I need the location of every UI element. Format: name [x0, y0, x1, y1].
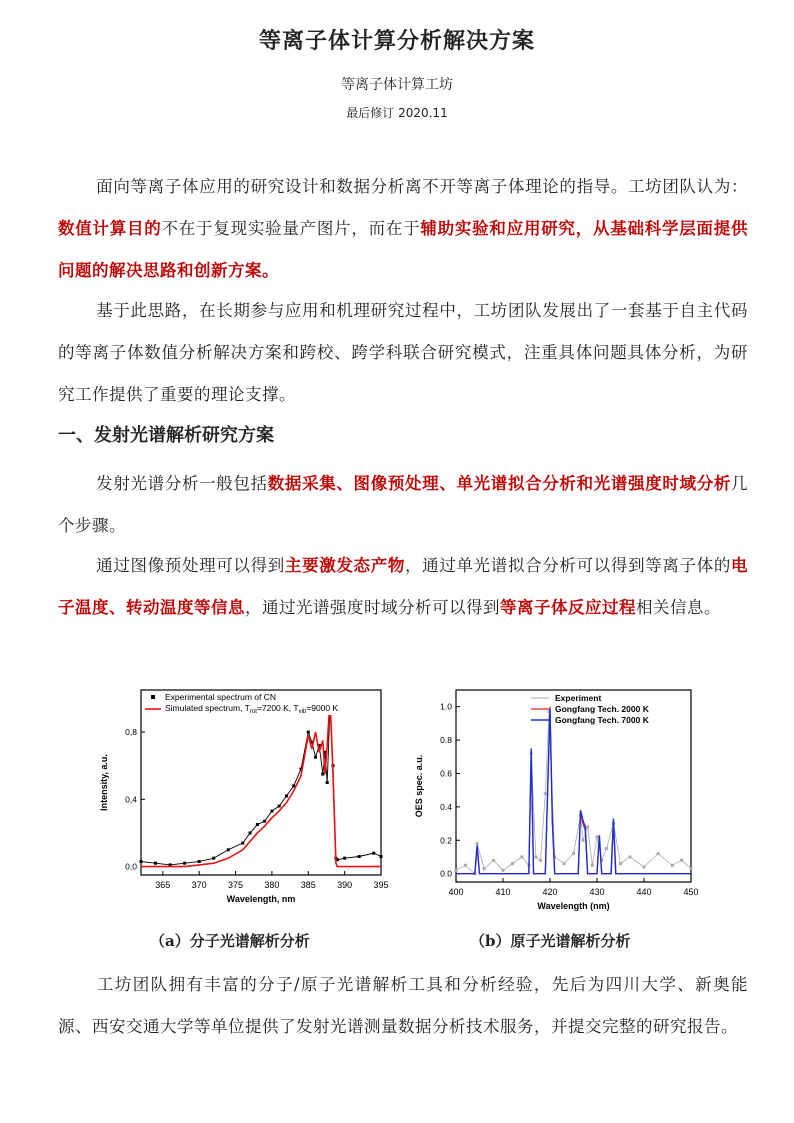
plot-frame — [141, 690, 381, 875]
x-tick-label: 430 — [589, 887, 605, 897]
y-tick-label: 0,0 — [125, 861, 137, 872]
legend-text: Simulated spectrum, T — [165, 703, 250, 713]
x-axis-label: Wavelength, nm — [226, 894, 296, 904]
data-point — [539, 859, 542, 862]
figure-b-caption: （b）原子光谱解析分析 — [470, 932, 631, 950]
data-point — [619, 862, 622, 865]
figure-a-caption: （a）分子光谱解析分析 — [150, 932, 310, 950]
data-point — [544, 792, 547, 795]
text: 相关信息。 — [636, 598, 721, 617]
legend-subscript: rot — [249, 709, 257, 715]
author: 等离子体计算工坊 — [341, 77, 453, 93]
text: 面向等离子体应用的研究设计和数据分析离不开等离子体理论的指导。工坊团队认为： — [96, 177, 748, 196]
chart-atomic-spectrum — [410, 680, 705, 915]
data-point — [270, 810, 273, 813]
data-point — [581, 839, 584, 842]
data-point — [256, 823, 259, 826]
x-tick-label: 385 — [300, 880, 316, 890]
x-tick-label: 395 — [373, 880, 389, 890]
y-tick-label: 0,4 — [125, 794, 137, 805]
data-point — [358, 855, 361, 858]
data-point — [502, 869, 505, 872]
section-heading: 一、发射光谱解析研究方案 — [58, 425, 274, 446]
data-point — [326, 781, 329, 784]
text: ，通过光谱强度时域分析可以得到 — [245, 598, 500, 617]
text: 通过图像预处理可以得到 — [96, 556, 285, 575]
data-point — [183, 862, 186, 865]
data-point — [596, 835, 599, 838]
data-point — [628, 855, 631, 858]
data-point — [241, 842, 244, 845]
x-tick-label: 380 — [264, 880, 280, 890]
y-axis-label: OES spec. a.u. — [414, 754, 424, 818]
y-tick-label: 0,8 — [125, 727, 137, 738]
data-point — [680, 859, 683, 862]
x-tick-label: 390 — [337, 880, 353, 890]
data-point — [140, 860, 143, 863]
data-point — [227, 848, 230, 851]
y-tick-label: 0.8 — [440, 735, 452, 746]
data-point — [263, 820, 266, 823]
page-title: 等离子体计算分析解决方案 — [258, 28, 535, 54]
x-axis-label: Wavelength (nm) — [537, 901, 610, 911]
paragraph-steps — [58, 463, 748, 547]
x-tick-label: 450 — [683, 887, 699, 897]
series-line — [456, 707, 691, 874]
series-line — [456, 708, 691, 873]
data-point — [572, 852, 575, 855]
x-tick-label: 410 — [495, 887, 511, 897]
figure-b — [410, 680, 705, 919]
data-point — [605, 847, 608, 850]
data-point — [492, 859, 495, 862]
data-point — [154, 862, 157, 865]
paragraph-approach — [58, 290, 748, 416]
highlight: 辅助实验和应用研究，从基础科学层面提供问题的解决思路和创新方案。 — [58, 219, 749, 280]
figure-a — [95, 680, 395, 919]
text: 不在于复现实验量产图片，而在于 — [161, 219, 421, 238]
data-point — [534, 855, 537, 858]
series-line — [141, 707, 381, 865]
data-point — [343, 857, 346, 860]
data-point — [278, 805, 281, 808]
series-line — [456, 712, 691, 874]
data-point — [520, 855, 523, 858]
data-point — [380, 855, 383, 858]
y-tick-label: 0.6 — [440, 768, 452, 779]
data-point — [321, 773, 324, 776]
paragraph-results — [58, 545, 748, 629]
data-point — [586, 825, 589, 828]
legend-label: Experiment — [555, 693, 602, 703]
y-axis-label: Intensity, a.u. — [99, 754, 109, 811]
data-point — [657, 852, 660, 855]
data-point — [314, 756, 317, 759]
paragraph-intro — [58, 166, 748, 292]
highlight: 数值计算目的 — [58, 219, 162, 238]
legend-marker — [151, 695, 155, 699]
data-point — [198, 860, 201, 863]
y-tick-label: 0.4 — [440, 801, 452, 812]
legend-label: Gongfang Tech. 7000 K — [555, 715, 649, 725]
highlight: 数据采集、图像预处理、单光谱拟合分析和光谱强度时域分析 — [267, 474, 732, 493]
x-tick-label: 365 — [155, 880, 171, 890]
legend-text: =7200 K, T — [256, 703, 299, 713]
legend-label: Gongfang Tech. 2000 K — [555, 704, 649, 714]
y-tick-label: 0.2 — [440, 835, 452, 846]
legend-label: Experimental spectrum of CN — [165, 692, 277, 702]
revision-date: 最后修订 2020.11 — [346, 106, 448, 120]
x-tick-label: 420 — [542, 887, 558, 897]
legend-subscript: vib — [298, 709, 307, 715]
text: 发射光谱分析一般包括 — [96, 474, 268, 493]
x-tick-label: 440 — [636, 887, 652, 897]
highlight: 主要激发态产物 — [284, 556, 406, 575]
data-point — [285, 794, 288, 797]
chart-molecular-spectrum — [95, 680, 395, 915]
x-tick-label: 400 — [448, 887, 464, 897]
data-point — [372, 852, 375, 855]
data-point — [563, 862, 566, 865]
highlight: 等离子体反应过程 — [500, 598, 636, 617]
data-point — [249, 831, 252, 834]
data-point — [671, 864, 674, 867]
legend-text: =9000 K — [306, 703, 339, 713]
data-point — [464, 864, 467, 867]
data-point — [476, 842, 479, 845]
y-tick-label: 0.0 — [440, 868, 452, 879]
data-point — [511, 862, 514, 865]
data-point — [591, 864, 594, 867]
data-point — [307, 731, 310, 734]
text: ，通过单光谱拟合分析可以得到等离子体的 — [405, 556, 732, 575]
highlight: 电子温度、转动温度等信息 — [58, 556, 749, 617]
y-tick-label: 1.0 — [440, 701, 452, 712]
data-point — [455, 869, 458, 872]
data-point — [690, 867, 693, 870]
data-point — [212, 857, 215, 860]
data-point — [483, 867, 486, 870]
series-line — [141, 698, 381, 866]
paragraph-services — [58, 964, 748, 1048]
text: 基于此思路，在长期参与应用和机理研究过程中，工坊团队发展出了一套基于自主代码的等离子体数值分析解决方案和跨校、跨学科联合研究模式，注重具体问题具体分析，为研究工作提供了重要的理论支撑。 — [58, 301, 748, 404]
text: 工坊团队拥有丰富的分子/原子光谱解析工具和分析经验，先后为四川大学、新奥能源、西安交通大学等单位提供了发射光谱测量数据分析技术服务，并提交完整的研究报告。 — [58, 975, 748, 1036]
text: 几个步骤。 — [58, 474, 749, 535]
x-tick-label: 370 — [191, 880, 207, 890]
x-tick-label: 375 — [228, 880, 244, 890]
data-point — [643, 865, 646, 868]
